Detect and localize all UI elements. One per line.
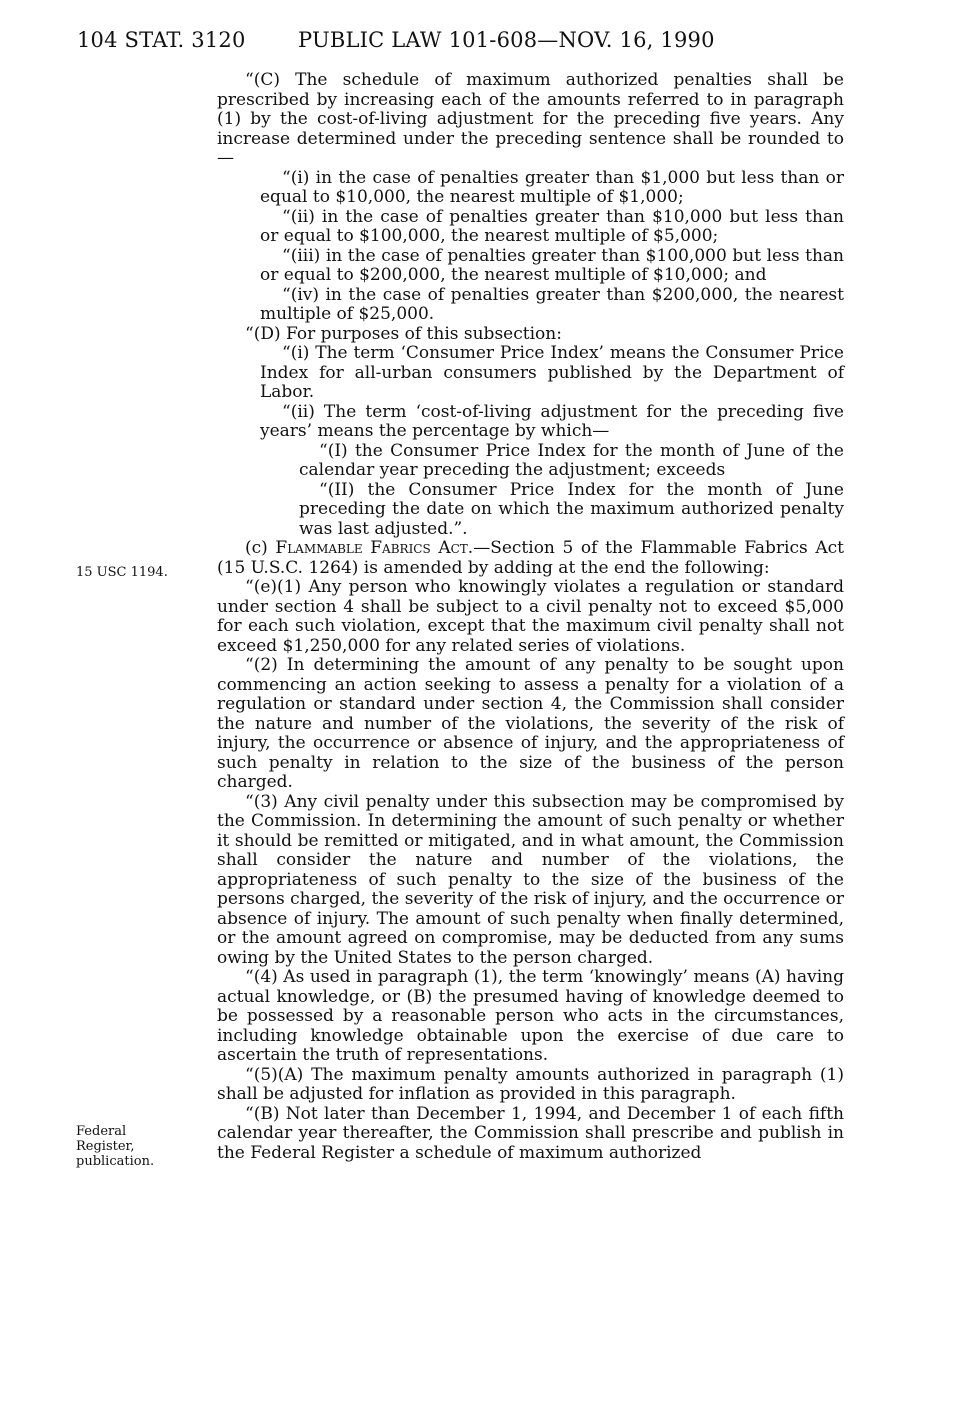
- margin-note-federal-register: [76, 1124, 154, 1169]
- subsection-e-5a: “(5)(A) The maximum penalty amounts authorized in paragraph (1) shall be adjusted for inflation as provided in this paragraph.: [217, 1064, 844, 1104]
- clause-ii: “(ii) in the case of penalties greater than $10,000 but less than or equal to $100,000, the nearest multiple of $5,000;: [260, 206, 844, 246]
- subsection-e-3: “(3) Any civil penalty under this subsection may be compromised by the Commission. In determining the amount of such penalty or whether it should be remitted or mitigated, and in what amount, the Commission shall consider the nature and number of the violations, the appropriateness of such penalty to the size of the business of the persons charged, the severity of the risk of injury, and the occurrence or absence of injury. The amount of such penalty when finally determined, or the amount agreed on compromise, may be deducted from any sums owing by the United States to the person charged.: [217, 791, 844, 968]
- margin-note-line: publication.: [76, 1154, 155, 1169]
- clause-iii: “(iii) in the case of penalties greater than $100,000 but less than or equal to $200,000, the nearest multiple of $10,000; and: [260, 245, 844, 285]
- subsection-e-4: “(4) As used in paragraph (1), the term ‘knowingly’ means (A) having actual knowledge, or (B) the presumed having of knowledge deemed to be possessed by a reasonable person who acts in the circumstances, including knowledge obtainable upon the exercise of due care to ascertain the truth of representations.: [217, 967, 844, 1065]
- definition-cpi: “(i) The term ‘Consumer Price Index’ means the Consumer Price Index for all-urban consumers published by the Department of Labor.: [260, 343, 844, 402]
- subsection-e-5b: “(B) Not later than December 1, 1994, and December 1 of each fifth calendar year thereafter, the Commission shall prescribe and publish in the Federal Register a schedule of maximum authorized: [217, 1103, 844, 1163]
- subsection-e-2: “(2) In determining the amount of any penalty to be sought upon commencing an action seeking to assess a penalty for a violation of a regulation or standard under section 4, the Commission shall consider the nature and number of the violations, the severity of the risk of injury, the occurrence or absence of injury, and the appropriateness of such penalty in relation to the size of the business of the person charged.: [217, 655, 844, 792]
- subsection-e-1: “(e)(1) Any person who knowingly violates a regulation or standard under section 4 shall be subject to a civil penalty not to exceed $5,000 for each such violation, except that the maximum civil penalty shall not exceed $1,250,000 for any related series of violations.: [217, 577, 844, 656]
- margin-note-usc: 15 USC 1194.: [76, 565, 168, 580]
- section-number: (c): [245, 538, 268, 558]
- section-heading: Flammable Fabrics Act.: [275, 538, 474, 558]
- definition-cola: “(ii) The term ‘cost-of-living adjustment for the preceding five years’ means the percentage by which—: [260, 401, 844, 441]
- paragraph-d-definitions: “(D) For purposes of this subsection:: [245, 323, 562, 344]
- paragraph-c-schedule: “(C) The schedule of maximum authorized penalties shall be prescribed by increasing each of the amounts referred to in paragraph (1) by the cost-of-living adjustment for the preceding five years. Any increase determined under the preceding sentence shall be rounded to—: [217, 70, 844, 168]
- section-c-flammable-fabrics: [217, 539, 844, 578]
- margin-note-line: Federal: [76, 1124, 127, 1139]
- margin-note-line: Register,: [76, 1139, 135, 1154]
- public-law-citation: PUBLIC LAW 101-608—NOV. 16, 1990: [298, 28, 715, 52]
- section-text: —Section 5 of the Flammable Fabrics Act (15 U.S.C. 1264) is amended by adding at the end the following:: [217, 538, 844, 578]
- statute-text: [217, 71, 844, 1163]
- subclause-II: “(II) the Consumer Price Index for the month of June preceding the date on which the maximum authorized penalty was last adjusted.”.: [299, 479, 844, 539]
- clause-i: “(i) in the case of penalties greater than $1,000 but less than or equal to $10,000, the nearest multiple of $1,000;: [260, 167, 844, 207]
- stat-page-number: 104 STAT. 3120: [77, 28, 246, 52]
- subclause-I: “(I) the Consumer Price Index for the month of June of the calendar year preceding the adjustment; exceeds: [299, 440, 844, 480]
- clause-iv: “(iv) in the case of penalties greater than $200,000, the nearest multiple of $25,000.: [260, 284, 844, 324]
